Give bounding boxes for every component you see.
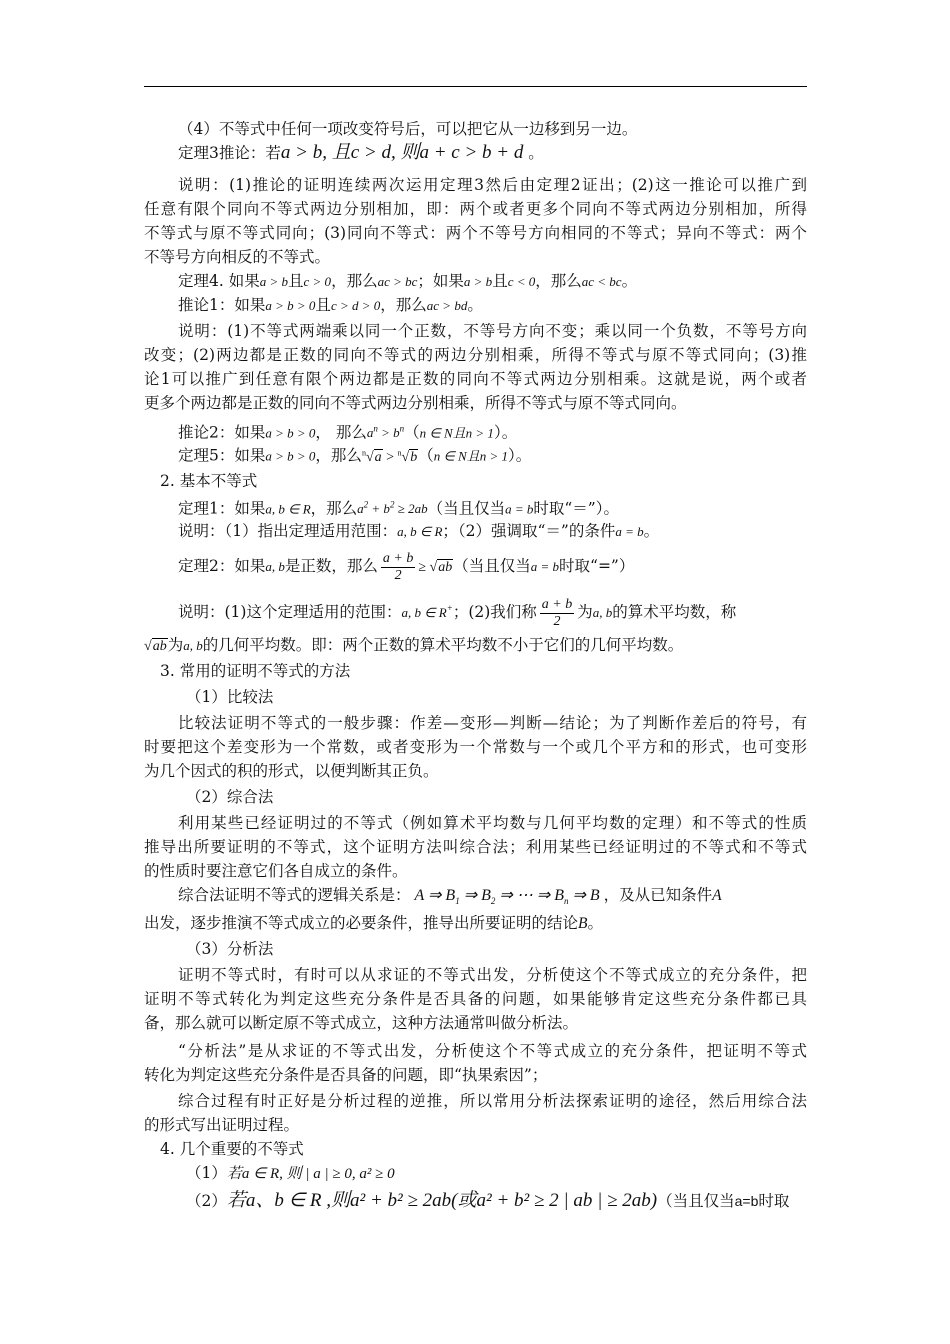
header-rule: [144, 86, 807, 87]
text-line: [178, 712, 807, 734]
line-text: 说明：(1)推论的证明连续两次运用定理3然后由定理2证出；(2)这一推论可以推广到: [178, 176, 807, 194]
sum-of-squares-inequality: $a^2 + b^2 \ge 2ab$: [357, 500, 428, 517]
text-line: [178, 1090, 807, 1112]
text-line: [144, 368, 807, 390]
line-text: 。: [523, 144, 544, 162]
math-expr: a > b > 0: [265, 425, 316, 441]
line-text: 转化为判定这些充分条件是否具备的问题，即“执果索因”；: [144, 1066, 548, 1084]
math-expr: 若a ∈ R, 则 | a | ≥ 0, a² ≥ 0: [226, 1166, 395, 1182]
line-text: ，那么: [315, 446, 362, 465]
line-text: （当且仅当: [427, 499, 506, 518]
line-text: （: [418, 446, 434, 465]
text-line: [144, 344, 807, 366]
heading-text: 4. 几个重要的不等式: [160, 1140, 304, 1158]
text-line: [178, 142, 807, 164]
text-line: [144, 634, 807, 658]
line-text: 的几何平均数。即：两个正数的算术平均数不小于它们的几何平均数。: [202, 636, 684, 654]
line-text: ，那么: [535, 272, 582, 290]
math-expr: a, b: [183, 638, 203, 653]
arithmetic-mean-fraction: $\frac{a + b}{2}$: [541, 596, 573, 628]
line-text: 推论1：如果: [178, 296, 266, 314]
line-text: （1）: [186, 1164, 227, 1182]
line-text: ；(2)我们称: [452, 603, 537, 622]
line-text: 。: [643, 522, 660, 540]
math-expr: a > b > 0: [265, 298, 316, 313]
heading-text: （1）比较法: [186, 688, 274, 706]
text-line: [186, 1188, 807, 1214]
line-text: 。: [467, 296, 483, 314]
math-expr: a = b: [615, 524, 644, 539]
line-text: 说明：（1）指出定理适用范围：: [178, 522, 398, 540]
subsection-heading: [186, 786, 807, 808]
math-expr: a > b, 且c > d, 则a + c > b + d: [280, 142, 524, 163]
math-expr: B: [578, 915, 588, 932]
line-text: 备，那么就可以断定原不等式成立，这种方法通常叫做分析法。: [144, 1014, 579, 1032]
text-line: [144, 246, 807, 268]
line-text: ；如果: [417, 272, 464, 290]
math-expr: a = b: [505, 501, 534, 517]
math-expr: a, b ∈ R: [265, 501, 311, 517]
text-line: [144, 198, 807, 220]
line-text: ）。: [493, 423, 518, 442]
math-expr: ac > bc: [377, 274, 418, 289]
line-text: 。: [587, 914, 603, 932]
line-text: （4）不等式中任何一项改变符号后，可以把它从一边移到另一边。: [178, 120, 638, 138]
line-text: 为几个因式的积的形式，以便判断其正负。: [144, 762, 439, 780]
text-line: [178, 442, 807, 469]
line-text: 的形式写出证明过程。: [144, 1116, 300, 1134]
line-text: 利用某些已经证明过的不等式（例如算术平均数与几何平均数的定理）和不等式的性质: [178, 814, 807, 832]
math-expr: c < 0: [507, 274, 536, 289]
line-text: 综合法证明不等式的逻辑关系是：: [178, 886, 411, 904]
text-line: [178, 588, 807, 628]
text-line: [178, 174, 807, 196]
math-expr: a > b: [463, 274, 493, 289]
subsection-heading: [186, 686, 807, 708]
math-expr: c > d > 0: [330, 298, 381, 313]
line-text: 任意有限个同向不等式两边分别相加，即：两个或者更多个同向不等式两边分别相加，所得: [144, 200, 807, 218]
section-heading: [160, 1138, 807, 1160]
text-line: [186, 1162, 807, 1185]
line-text: 。: [621, 272, 638, 290]
line-text: 为: [167, 636, 184, 654]
line-text: 推导出所要证明的不等式，这个证明方法叫综合法；利用某些已经证明过的不等式和不等式: [144, 838, 807, 856]
line-text: 是正数，那么: [284, 557, 378, 575]
text-line: [178, 1040, 807, 1062]
root-inequality: $^n$√a > $^n$√b: [361, 448, 418, 465]
geometric-mean-sqrt: ≥ √ab: [418, 560, 453, 575]
text-line: [144, 1012, 807, 1034]
subsection-heading: [186, 938, 807, 960]
text-line: [178, 964, 807, 986]
line-text: 更多个两边都是正数的同向不等式两边分别相乘，所得不等式与原不等式同向。: [144, 394, 687, 412]
line-text: 论1可以推广到任意有限个两边都是正数的同向不等式两边分别相乘。这就是说，两个或者: [144, 370, 807, 388]
line-text: ， 那么: [315, 423, 367, 442]
heading-text: （2）综合法: [186, 788, 274, 806]
line-text: ，那么: [310, 499, 358, 518]
geometric-mean-sqrt: √ab: [144, 639, 167, 654]
line-text: 说明：(1)这个定理适用的范围：: [178, 603, 402, 622]
line-text: 出发，逐步推演不等式成立的必要条件，推导出所要证明的结论: [144, 914, 579, 932]
math-expr: n ∈ N且n > 1: [433, 448, 509, 464]
section-heading: [160, 660, 807, 682]
math-expr: n ∈ N且n > 1: [419, 425, 494, 441]
text-line: [178, 546, 807, 586]
line-text: 定理4. 如果: [178, 272, 260, 290]
section-heading: [160, 470, 807, 492]
line-text: 说明：(1)不等式两端乘以同一个正数，不等号方向不变；乘以同一个负数，不等号方向: [178, 322, 807, 340]
line-text: 推论2：如果: [178, 423, 266, 442]
superscript-plus: +: [446, 603, 453, 613]
math-expr: a, b: [265, 559, 285, 574]
text-line: [178, 320, 807, 342]
line-text: 定理1：如果: [178, 499, 266, 518]
math-expr: a, b ∈ R: [401, 605, 447, 621]
text-line: [144, 222, 807, 244]
line-text: 不等式与原不等式同向；(3)同向不等式：两个不等号方向相同的不等式；异向不等式：两个: [144, 224, 807, 242]
logic-chain: A ⇒ $B_1$ ⇒ $B_2$ ⇒ ⋯ ⇒ $B_n$ ⇒ B: [410, 887, 604, 907]
line-text: （2）: [186, 1192, 227, 1210]
text-line: [144, 736, 807, 758]
line-text: 定理5：如果: [178, 446, 266, 465]
line-text: “分析法”是从求证的不等式出发，分析使这个不等式成立的充分条件，把证明不等式: [178, 1042, 807, 1060]
line-text: （当且仅当: [453, 557, 531, 575]
line-text: 时要把这个差变形为一个常数，或者变形为一个常数与一个或几个平方和的形式，也可变形: [144, 738, 807, 756]
math-expr: c > 0: [303, 274, 332, 289]
line-text: 定理3推论：若: [178, 144, 281, 162]
text-line: [178, 118, 807, 140]
math-expr: a > b: [259, 274, 288, 289]
line-text: 改变；(2)两边都是正数的同向不等式的两边分别相乘，所得不等式与原不等式同向；(3)推: [144, 346, 807, 364]
text-line: [144, 392, 807, 414]
line-text: ，及从已知条件: [603, 886, 713, 904]
math-expr: ac < bc: [581, 274, 622, 289]
line-text: 且: [492, 272, 508, 290]
text-line: [144, 988, 807, 1010]
heading-text: （3）分析法: [186, 940, 274, 958]
heading-text: 2. 基本不等式: [160, 472, 258, 490]
text-line: [178, 884, 807, 912]
power-inequality: $a^n > b^n$: [366, 424, 405, 441]
text-line: [144, 836, 807, 858]
math-expr: 若a、b ∈ R ,则a² + b² ≥ 2ab(或a² + b² ≥ 2 | ab | ≥ 2ab): [226, 1190, 658, 1211]
math-expr: a, b ∈ R: [397, 524, 443, 539]
math-expr: ac > bd: [426, 298, 468, 313]
math-expr: a=b: [734, 1193, 759, 1209]
line-text: 的性质时要注意它们各自成立的条件。: [144, 862, 408, 880]
line-text: 定理2：如果: [178, 557, 266, 575]
math-expr: A: [712, 887, 722, 904]
math-expr: a > b > 0: [265, 448, 316, 464]
line-text: 证明不等式时，有时可以从求证的不等式出发，分析使这个不等式成立的充分条件，把: [178, 966, 807, 984]
text-line: [144, 760, 807, 782]
line-text: 证明不等式转化为判定这些充分条件是否具备的问题，如果能够肯定这些充分条件都已具: [144, 990, 807, 1008]
line-text: 且: [315, 296, 331, 314]
line-text: ；（2）强调取“＝”的条件: [442, 522, 616, 540]
text-line: [178, 270, 807, 293]
line-text: ，那么: [331, 272, 378, 290]
text-line: [178, 520, 807, 543]
math-expr: a, b: [592, 605, 613, 621]
line-text: （当且仅当: [657, 1192, 735, 1210]
math-expr: a = b: [530, 559, 560, 574]
text-line: [144, 1064, 807, 1086]
heading-text: 3. 常用的证明不等式的方法: [160, 662, 351, 680]
text-line: [178, 418, 807, 444]
text-line: [178, 494, 807, 520]
arithmetic-mean-fraction: $\frac{a + b}{2}$: [382, 550, 414, 583]
line-text: 比较法证明不等式的一般步骤：作差—变形—判断—结论；为了判断作差后的符号，有: [178, 714, 807, 732]
line-text: 时取“＝”）。: [533, 499, 619, 518]
line-text: 综合过程有时正好是分析过程的逆推，所以常用分析法探索证明的途径，然后用综合法: [178, 1092, 807, 1110]
line-text: 不等号方向相反的不等式。: [144, 248, 331, 266]
text-line: [144, 1114, 807, 1136]
line-text: ，那么: [380, 296, 427, 314]
text-line: [144, 912, 807, 935]
text-line: [178, 812, 807, 834]
line-text: 且: [288, 272, 304, 290]
line-text: ）。: [508, 446, 532, 465]
line-text: 的算术平均数，称: [612, 603, 737, 622]
line-text: 时取“=”）: [559, 557, 635, 575]
line-text: 为: [577, 603, 593, 622]
line-text: （: [404, 423, 420, 442]
text-line: [144, 860, 807, 882]
text-line: [178, 294, 807, 317]
line-text: 时取: [758, 1192, 790, 1210]
